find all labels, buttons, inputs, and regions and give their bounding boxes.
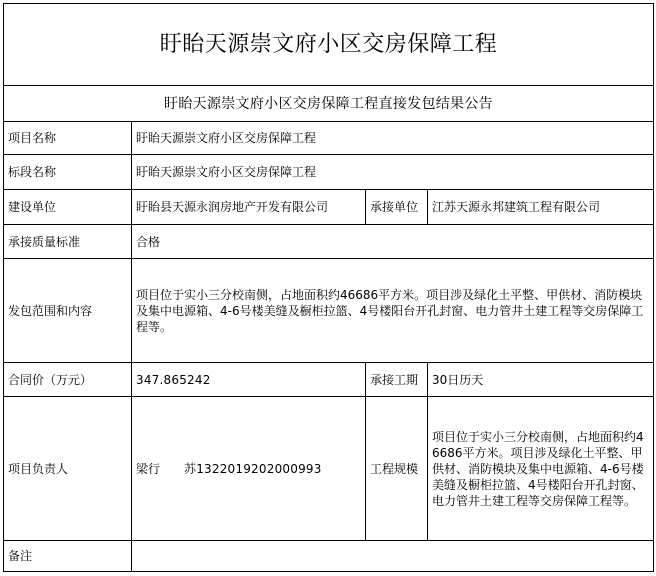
table-row [4, 397, 654, 541]
section-name-label: 标段名称 [4, 155, 132, 190]
title-row [4, 4, 654, 86]
section-name-value: 盱眙天源崇文府小区交房保障工程 [132, 155, 654, 190]
contractor-value: 江苏天源永邦建筑工程有限公司 [428, 190, 654, 225]
manager-name: 梁行 [136, 461, 161, 476]
quality-value: 合格 [132, 225, 654, 259]
quality-label: 承接质量标准 [4, 225, 132, 259]
project-name-value: 盱眙天源崇文府小区交房保障工程 [132, 122, 654, 155]
document-subtitle: 盱眙天源崇文府小区交房保障工程直接发包结果公告 [4, 86, 654, 122]
contractor-label: 承接单位 [366, 190, 428, 225]
duration-value: 30日历天 [428, 363, 654, 397]
table-row [4, 225, 654, 259]
announcement-table [3, 3, 654, 572]
manager-label: 项目负责人 [4, 397, 132, 541]
project-name-label: 项目名称 [4, 122, 132, 155]
table-row [4, 155, 654, 190]
builder-label: 建设单位 [4, 190, 132, 225]
scope-value: 项目位于实小三分校南侧，占地面积约46686平方米。项目涉及绿化土平整、甲供材、消防模块及集中电源箱、4-6号楼美缝及橱柜拉篮、4号楼阳台开孔封窗、电力管井土建工程等交房保障工程等。 [132, 259, 654, 363]
subtitle-row [4, 86, 654, 122]
table-row [4, 122, 654, 155]
scope-label: 发包范围和内容 [4, 259, 132, 363]
remarks-label: 备注 [4, 541, 132, 572]
manager-value [132, 397, 366, 541]
contract-price-label: 合同价（万元） [4, 363, 132, 397]
manager-certificate: 苏1322019202000993 [184, 461, 322, 476]
table-row [4, 190, 654, 225]
builder-value: 盱眙县天源永润房地产开发有限公司 [132, 190, 366, 225]
engineering-scale-value: 项目位于实小三分校南侧，占地面积约46686平方米。项目涉及绿化土平整、甲供材、消防模块及集中电源箱、4-6号楼美缝及橱柜拉篮、4号楼阳台开孔封窗、电力管井土建工程等交房保障工程等。 [428, 397, 654, 541]
duration-label: 承接工期 [366, 363, 428, 397]
table-row [4, 363, 654, 397]
contract-price-value: 347.865242 [132, 363, 366, 397]
document-title: 盱眙天源崇文府小区交房保障工程 [4, 4, 654, 86]
table-row [4, 259, 654, 363]
table-row [4, 541, 654, 572]
engineering-scale-label: 工程规模 [366, 397, 428, 541]
remarks-value [132, 541, 654, 572]
